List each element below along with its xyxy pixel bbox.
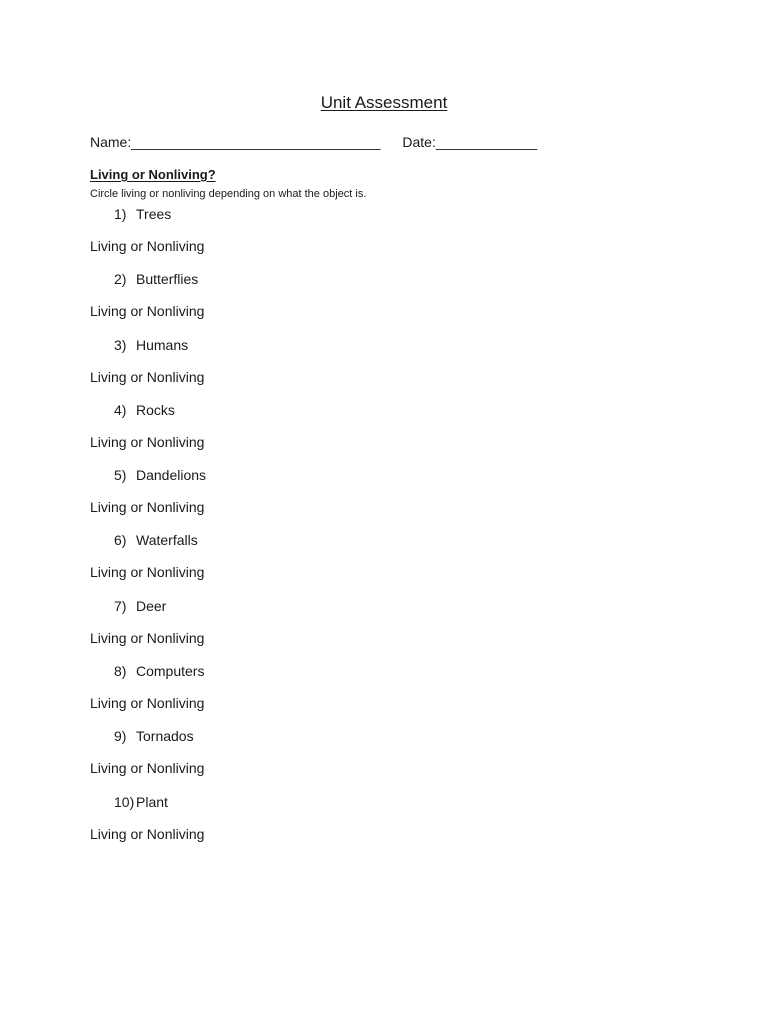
answer-choices[interactable]: Living or Nonliving xyxy=(90,629,205,646)
question-text: Butterflies xyxy=(136,271,199,288)
question-item xyxy=(90,596,590,661)
question-line xyxy=(114,335,188,355)
question-text: Waterfalls xyxy=(136,532,198,549)
question-item xyxy=(90,530,590,595)
question-number: 5) xyxy=(114,467,127,484)
question-text: Humans xyxy=(136,336,189,353)
question-number: 7) xyxy=(114,597,127,614)
question-line xyxy=(114,792,168,812)
answer-choices[interactable]: Living or Nonliving xyxy=(90,760,205,777)
question-line xyxy=(114,465,206,485)
date-label: Date: xyxy=(402,134,436,150)
question-text: Dandelions xyxy=(136,467,207,484)
question-line xyxy=(114,530,198,550)
question-item xyxy=(90,661,590,726)
question-item xyxy=(90,204,590,269)
name-field[interactable] xyxy=(90,134,380,150)
answer-choices[interactable]: Living or Nonliving xyxy=(90,238,205,254)
question-list xyxy=(90,204,590,857)
question-item xyxy=(90,269,590,334)
question-number: 3) xyxy=(114,336,127,353)
question-line xyxy=(114,400,175,420)
question-number: 2) xyxy=(114,271,127,288)
question-number: 1) xyxy=(114,206,127,222)
question-item xyxy=(90,726,590,791)
question-item xyxy=(90,792,590,857)
question-number: 6) xyxy=(114,532,127,549)
question-line xyxy=(114,204,171,224)
name-label: Name: xyxy=(90,134,132,150)
question-number: 10) xyxy=(114,793,135,810)
question-text: Computers xyxy=(136,663,205,680)
question-text: Trees xyxy=(136,206,172,222)
question-text: Deer xyxy=(136,597,167,614)
instructions: Circle living or nonliving depending on what the object is. xyxy=(90,188,367,200)
name-blank: ________________________________ xyxy=(131,134,381,150)
question-line xyxy=(114,726,194,746)
answer-choices[interactable]: Living or Nonliving xyxy=(90,564,205,581)
question-text: Tornados xyxy=(136,728,194,745)
question-number: 8) xyxy=(114,663,127,680)
question-item xyxy=(90,335,590,400)
question-line xyxy=(114,269,198,289)
question-text: Rocks xyxy=(136,401,175,418)
date-blank: _____________ xyxy=(435,134,538,150)
answer-choices[interactable]: Living or Nonliving xyxy=(90,695,205,712)
answer-choices[interactable]: Living or Nonliving xyxy=(90,825,205,842)
answer-choices[interactable]: Living or Nonliving xyxy=(90,368,205,385)
date-field[interactable] xyxy=(402,134,537,150)
question-item xyxy=(90,465,590,530)
question-line xyxy=(114,661,204,681)
question-text: Plant xyxy=(136,793,168,810)
question-item xyxy=(90,400,590,465)
question-number: 4) xyxy=(114,401,127,418)
answer-choices[interactable]: Living or Nonliving xyxy=(90,433,205,450)
section-heading: Living or Nonliving? xyxy=(90,167,216,182)
question-line xyxy=(114,596,166,616)
question-number: 9) xyxy=(114,728,127,745)
answer-choices[interactable]: Living or Nonliving xyxy=(90,303,205,320)
page-title: Unit Assessment xyxy=(320,93,448,112)
header-fields xyxy=(90,134,537,150)
answer-choices[interactable]: Living or Nonliving xyxy=(90,499,205,516)
